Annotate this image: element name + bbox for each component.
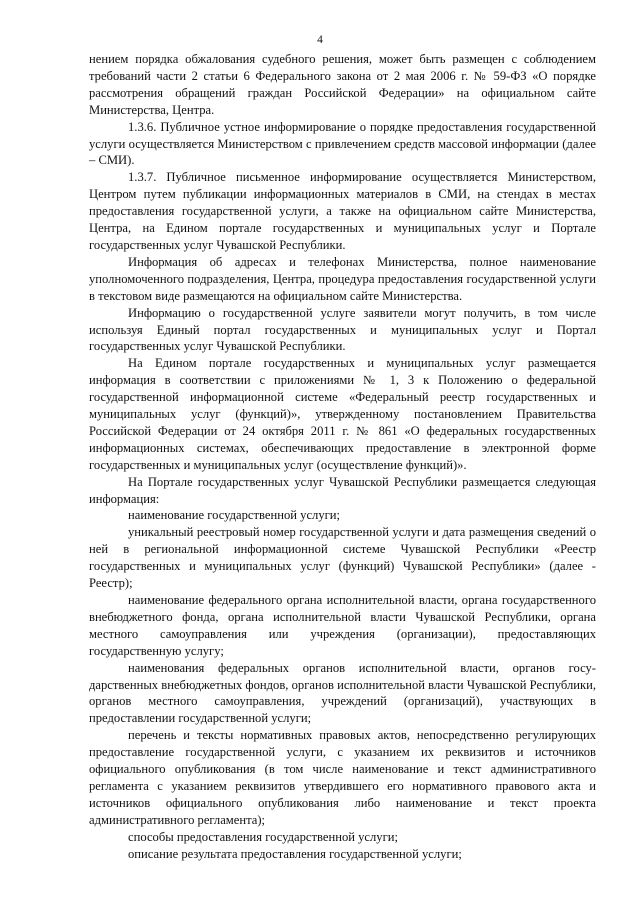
paragraph-unified-portal: На Едином портале государственных и муниципальных услуг размещается информация в соответствии с приложениями № 1, 3 к Положению о федеральной государственной информационной системе «Федеральный реестр государственных и муниципальных услуг (функций)», утвержденному постановлением Правительства Российской Федерации от 24 октября 2011 г. № 861 «О федеральных государственных информационных системах, обеспечивающих предоставление в электронной форме государственных и муниципальных услуг (осуществление функций)». [89, 356, 596, 472]
paragraph-1-3-6: 1.3.6. Публичное устное информирование о порядке предоставления государственной услуги осуществляется Министерством с привлечением средств массовой информации (далее – СМИ). [89, 119, 596, 168]
list-item-registry-number: уникальный реестровый номер государственной услуги и дата размещения сведений о ней в региональной информационной системе Чувашской Республики «Реестр государственных и муниципальных услуг (функций) Чувашской Республики» (далее - Реестр); [89, 525, 596, 591]
paragraph-chuvash-portal: На Портале государственных услуг Чувашской Республики размещается следующая информация: [89, 474, 596, 506]
page-number: 4 [317, 34, 323, 46]
list-item-legal-acts: перечень и тексты нормативных правовых актов, непосредственно регулирующих предоставление государственной услуги, с указанием их реквизитов и источников официального опубликования (в том числе наименование и текст административного регламента с указанием реквизитов утвердившего его нормативного правового акта и источников официального опубликования либо наименование и текст проекта административного регламента); [89, 728, 596, 827]
paragraph-ministry-contacts: Информация об адресах и телефонах Министерства, полное наименование уполномоченного подразделения, Центра, процедура предоставления государственной услуги в текстовом виде размещаются на официальном сайте Министерства. [89, 254, 596, 303]
list-item-service-name: наименование государственной услуги; [128, 508, 341, 523]
list-item-providing-organ: наименование федерального органа исполнительной власти, органа государственного внебюджетного фонда, органа исполнительной власти Чувашской Республики, органа местного самоуправления или учреждения (организации), предоставляющих государственную услугу; [89, 593, 596, 658]
document-body [89, 51, 596, 863]
paragraph-continuation: нением порядка обжалования судебного решения, может быть размещен с соблюдением требований части 2 статьи 6 Федерального закона от 2 мая 2006 г. № 59-ФЗ «О порядке рассмотрения обращений граждан Российской Федерации» на официальном сайте Министерства, Центра. [89, 52, 596, 117]
paragraph-1-3-7: 1.3.7. Публичное письменное информирование осуществляется Министерством, Центром путем публикации информационных материалов в СМИ, на стендах в местах предоставления государственной услуги, а также на официальном сайте Министерства, Центра, на Едином портале государственных и муниципальных услуг и Портале государственных услуг Чувашской Республики. [89, 170, 596, 252]
list-item-provision-methods: способы предоставления государственной услуги; [128, 829, 399, 844]
paragraph-applicants-info: Информацию о государственной услуге заявители могут получить, в том числе используя Единый портал государственных и муниципальных услуг и Портал государственных услуг Чувашской Республики. [89, 305, 596, 354]
list-item-participating-organs: наименования федеральных органов исполнительной власти, органов государственных внебюджетных фондов, органов исполнительной власти Чувашской Республики, органов местного самоуправления, учреждений (организаций), участвующих в предоставлении государственной услуги; [89, 660, 596, 726]
list-item-result-description: описание результата предоставления государственной услуги; [128, 846, 462, 861]
